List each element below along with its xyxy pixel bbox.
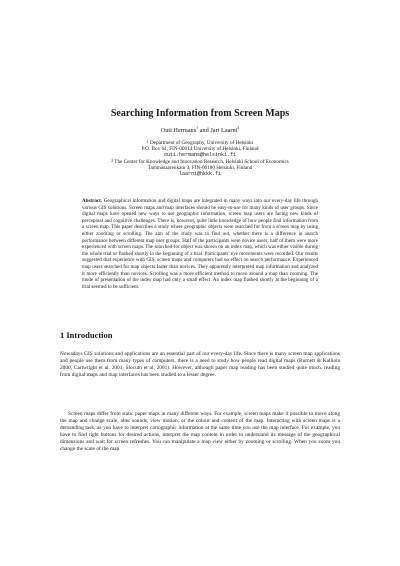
affiliation-email: laarni@hkkk.fi bbox=[178, 171, 221, 178]
affiliation-email: outi.hermans@helsinki.fi bbox=[163, 152, 236, 159]
affiliation-block bbox=[0, 140, 400, 177]
section-heading: 1 Introduction bbox=[60, 330, 113, 340]
author-conjunction: and bbox=[198, 127, 211, 134]
paper-title: Searching Information from Screen Maps bbox=[110, 108, 290, 119]
body-paragraph: Nowadays GIS solutions and applications are an essential part of our every-day life. Since there is many screen map applications and people use them from many types of computers, there is a need to study how people read digital maps (Burnett & Kalliola 2000, Cartwright et al. 2001, Slocum et al. 2001). However, although paper map reading has been studied quite much, reading from digital maps and map interfaces has been studied to a lesser degree. bbox=[60, 351, 340, 378]
affiliation-address: P.O. Box 64, FIN-00014 University of Helsinki, Finland bbox=[141, 146, 259, 153]
affiliation-text: The Center for Knowledge and Innovation Research, Helsinki School of Economics bbox=[113, 158, 289, 165]
affiliation-marker: 2 bbox=[111, 158, 114, 163]
abstract-text: Geographical information and digital maps are integrated in many ways into our every-day life through various GIS solutions. Screen maps and map interfaces should be easy-to-use for many kinds of user groups. Since digital maps have opened new ways to use geographic information, screen map users are facing new kinds of perceptual and cognitive challenges. There is, however, quite little knowledge of how people find information from a screen map. This paper describes a study where geographic objects were searched for from a screen map by using either zooming or scrolling. The aim of the study was to find out, whether there is a difference in search performance between different map user groups. Half of the participants were novice users; half of them were more experienced with screen maps. The searched-for object was shown on an index map, which was either visible during the whole trial or flashed shortly in the beginning of a trial. Participants' eye movements were recorded. Our results suggested that experience with GIS, screen maps and computers had no effect on search performance. Experienced map users searched for map objects faster than novices. They apparently interpreted map information and analyzed it more efficiently than novices. Scrolling was a more efficient method to move around a map than zooming. The mode of presentation of the index map had only a small effect. An index map flashed shortly at the beginning of a trial seemed to be sufficient. bbox=[82, 198, 318, 290]
affiliation-marker: 1 bbox=[196, 126, 199, 130]
author-name: Jari Laarni bbox=[210, 127, 238, 134]
abstract bbox=[82, 198, 318, 290]
affiliation-address: Tammasaarenkatu 3, FIN-00180 Helsinki, Finland bbox=[147, 164, 253, 171]
body-paragraph: Screen maps differ from static paper maps in many different ways. For example, screen maps make it possible to move along the map and change scale, alter sounds, view motion, or the colour and content of the map. Interacting with screen maps is a demanding task, as you have to interpret cartographic information at the same time you use the map interface. For example, you have to find right buttons for desired actions, interpret the map content in order to understand its message of the geographical dimensions and wait for screen refreshes. You can manipulate a map view either by zooming or scrolling. When you zoom you change the scale of the map bbox=[60, 411, 340, 452]
author-line bbox=[0, 127, 400, 134]
affiliation-marker: 2 bbox=[237, 126, 240, 130]
author-name: Outi Hermans bbox=[160, 127, 197, 134]
affiliation-text: Department of Geography, University of Helsinki bbox=[148, 140, 254, 146]
abstract-label: Abstract. bbox=[82, 198, 103, 204]
affiliation-marker: 1 bbox=[146, 140, 149, 144]
